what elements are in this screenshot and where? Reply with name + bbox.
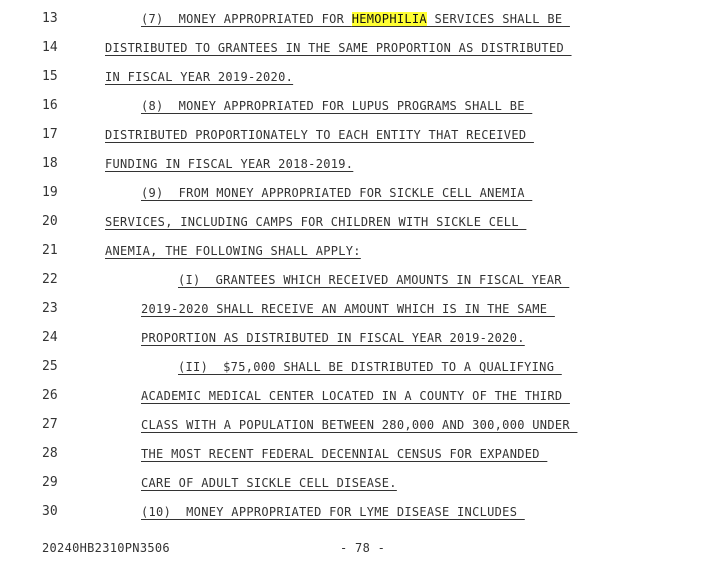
doc-line: [0, 474, 715, 503]
line-number: 15: [42, 69, 58, 84]
line-number: 19: [42, 185, 58, 200]
line-text: IN FISCAL YEAR 2019-2020.: [105, 70, 294, 84]
line-text: CLASS WITH A POPULATION BETWEEN 280,000 AND 300,000 UNDER: [141, 418, 578, 432]
line-text: ANEMIA, THE FOLLOWING SHALL APPLY:: [105, 244, 361, 258]
line-number: 28: [42, 446, 58, 461]
page-number: - 78 -: [340, 541, 386, 555]
line-text: FUNDING IN FISCAL YEAR 2018-2019.: [105, 157, 354, 171]
line-number: 17: [42, 127, 58, 142]
doc-line: [0, 68, 715, 97]
line-number: 16: [42, 98, 58, 113]
line-number: 21: [42, 243, 58, 258]
line-text: (8) MONEY APPROPRIATED FOR LUPUS PROGRAMS SHALL BE: [141, 99, 533, 113]
doc-line: [0, 271, 715, 300]
text-segment: SERVICES SHALL BE: [426, 12, 570, 26]
line-text: CARE OF ADULT SICKLE CELL DISEASE.: [141, 476, 397, 490]
doc-line: [0, 10, 715, 39]
line-text: [141, 10, 570, 28]
doc-line: [0, 39, 715, 68]
doc-line: [0, 358, 715, 387]
line-text: (9) FROM MONEY APPROPRIATED FOR SICKLE CELL ANEMIA: [141, 186, 533, 200]
line-number: 18: [42, 156, 58, 171]
line-number: 20: [42, 214, 58, 229]
line-number: 30: [42, 504, 58, 519]
line-number: 22: [42, 272, 58, 287]
line-text: DISTRIBUTED PROPORTIONATELY TO EACH ENTITY THAT RECEIVED: [105, 128, 534, 142]
line-number: 23: [42, 301, 58, 316]
doc-line: [0, 300, 715, 329]
line-text: 2019-2020 SHALL RECEIVE AN AMOUNT WHICH IS IN THE SAME: [141, 302, 555, 316]
line-text: SERVICES, INCLUDING CAMPS FOR CHILDREN WITH SICKLE CELL: [105, 215, 527, 229]
line-text: (II) $75,000 SHALL BE DISTRIBUTED TO A QUALIFYING: [178, 360, 562, 374]
line-text: PROPORTION AS DISTRIBUTED IN FISCAL YEAR 2019-2020.: [141, 331, 525, 345]
doc-line: [0, 416, 715, 445]
text-segment: (7) MONEY APPROPRIATED FOR: [141, 12, 352, 26]
doc-line: [0, 387, 715, 416]
line-number: 14: [42, 40, 58, 55]
line-number: 26: [42, 388, 58, 403]
line-number: 13: [42, 11, 58, 26]
doc-line: [0, 155, 715, 184]
bill-identifier: 20240HB2310PN3506: [42, 541, 170, 555]
doc-line: [0, 213, 715, 242]
line-text: (I) GRANTEES WHICH RECEIVED AMOUNTS IN FISCAL YEAR: [178, 273, 570, 287]
doc-line: [0, 97, 715, 126]
line-text: THE MOST RECENT FEDERAL DECENNIAL CENSUS FOR EXPANDED: [141, 447, 548, 461]
doc-line: [0, 126, 715, 155]
line-text: (10) MONEY APPROPRIATED FOR LYME DISEASE INCLUDES: [141, 505, 525, 519]
line-number: 24: [42, 330, 58, 345]
doc-line: [0, 445, 715, 474]
line-number: 25: [42, 359, 58, 374]
doc-line: [0, 503, 715, 532]
search-highlight: HEMOPHILIA: [351, 12, 427, 26]
line-number: 29: [42, 475, 58, 490]
doc-line: [0, 184, 715, 213]
line-text: DISTRIBUTED TO GRANTEES IN THE SAME PROPORTION AS DISTRIBUTED: [105, 41, 572, 55]
doc-line: [0, 242, 715, 271]
line-number: 27: [42, 417, 58, 432]
line-text: ACADEMIC MEDICAL CENTER LOCATED IN A COUNTY OF THE THIRD: [141, 389, 570, 403]
doc-line: [0, 329, 715, 358]
